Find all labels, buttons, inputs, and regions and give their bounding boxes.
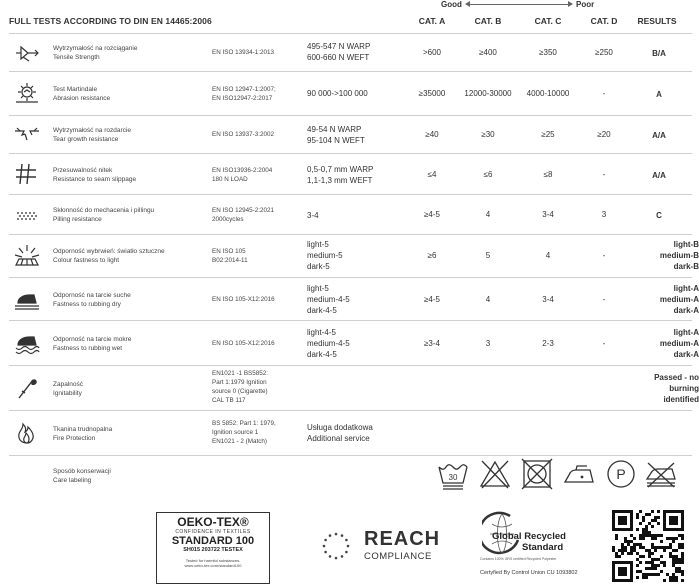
grs-cert: Certyfied By Control Union CU 1093802 — [480, 570, 578, 576]
row-name-en: Fastness to rubbing dry — [53, 301, 121, 308]
cell-cat-b: 4 — [485, 295, 491, 304]
cell-cat-a: ≥4-5 — [424, 295, 440, 304]
cell-cat-b: 3 — [485, 339, 491, 348]
col-cat-c: CAT. C — [534, 16, 562, 26]
cell-cat-d: - — [602, 89, 606, 98]
oeko-code: SH015 203722 TESTEX — [183, 547, 243, 553]
grs-small: Contains 100% GRS certified Recycled Polyester — [480, 557, 557, 561]
row-standard: EN ISO 13934-1:2013 — [212, 49, 274, 56]
cell-cat-a: >600 — [422, 48, 442, 57]
tensile-strength-icon — [13, 41, 41, 65]
row-name-pl: Tkanina trudnopalna — [53, 426, 113, 433]
row-result: dark-B — [673, 262, 699, 271]
row-standard: CAL TB 117 — [212, 397, 246, 404]
qr-code[interactable] — [612, 510, 684, 582]
row-value: 49-54 N WARP — [307, 125, 362, 134]
row-name-pl: Odporność wybrwień: światło sztuczne — [53, 248, 165, 255]
row-value: Usługa dodatkowa — [307, 423, 373, 432]
col-cat-b: CAT. B — [474, 16, 502, 26]
row-value: 0,5-0,7 mm WARP — [307, 165, 374, 174]
cell-cat-c: 3-4 — [542, 210, 554, 219]
table-row — [9, 194, 692, 235]
fire-protection-icon — [13, 421, 41, 445]
reach-sub: COMPLIANCE — [364, 551, 432, 562]
oeko-sub: CONFIDENCE IN TEXTILES — [175, 529, 251, 535]
col-cat-a: CAT. A — [418, 16, 446, 26]
row-name-pl: Zapalność — [53, 381, 83, 388]
row-result: light-A — [673, 328, 699, 337]
row-standard: EN ISO 105-X12:2016 — [212, 340, 275, 347]
grs-logo — [478, 510, 596, 586]
row-result: light-B — [673, 240, 699, 249]
row-standard: source 0 (Cigarette) — [212, 388, 268, 395]
cell-cat-c: 3-4 — [542, 295, 554, 304]
row-result: Passed - no — [654, 373, 699, 382]
rubbing-wet-icon — [13, 331, 41, 355]
cell-cat-a: ≥40 — [425, 130, 439, 139]
care-label-pl: Sposób konserwacji — [53, 468, 111, 475]
light-fastness-icon — [13, 243, 41, 267]
cell-cat-d: ≥20 — [597, 130, 611, 139]
row-name-en: Tensile Strength — [53, 54, 100, 61]
cell-cat-c: 2-3 — [542, 339, 554, 348]
cell-cat-d: - — [602, 251, 606, 260]
table-row — [9, 234, 699, 278]
cell-cat-b: ≥400 — [479, 48, 497, 57]
row-name-en: Pilling resistance — [53, 216, 102, 223]
table-row — [9, 115, 692, 154]
table-row — [9, 277, 699, 321]
cell-cat-a: ≥35000 — [418, 89, 446, 98]
cell-cat-c: 4000-10000 — [526, 89, 570, 98]
row-name-pl: Skłonność do mechacenia i pillingu — [53, 207, 155, 214]
table-row — [9, 320, 699, 366]
row-result: dark-A — [673, 306, 699, 315]
row-result: medium-A — [659, 339, 699, 348]
oeko-tex-logo — [156, 512, 270, 584]
seam-slippage-icon — [13, 162, 41, 186]
row-standard: EN ISO13936-2:2004 — [212, 167, 273, 174]
no-tumble-dry-icon — [520, 457, 554, 491]
col-results: RESULTS — [637, 16, 677, 26]
pilling-icon — [13, 203, 41, 227]
cell-cat-a: ≥3-4 — [424, 339, 440, 348]
row-name-en: Fire Protection — [53, 435, 96, 442]
row-standard: EN ISO 12947-1:2007; — [212, 86, 276, 93]
table-row — [9, 410, 692, 456]
row-standard: EN ISO 13937-3:2002 — [212, 131, 274, 138]
ignitability-icon — [13, 376, 41, 400]
row-standard: 180 N LOAD — [212, 176, 248, 183]
row-result: light-A — [673, 284, 699, 293]
row-value: 95-104 N WEFT — [307, 136, 365, 145]
row-value: 90 000->100 000 — [307, 89, 368, 98]
cell-cat-a: ≤4 — [427, 170, 437, 179]
row-standard: EN1021 -1 BS5852: — [212, 370, 269, 377]
rubbing-dry-icon — [13, 287, 41, 311]
row-name-en: Abrasion resistance — [53, 95, 111, 102]
svg-text:30: 30 — [448, 473, 458, 482]
row-result: A/A — [652, 131, 666, 140]
col-cat-d: CAT. D — [590, 16, 618, 26]
row-result: A/A — [652, 171, 666, 180]
row-value: 3-4 — [307, 211, 319, 220]
no-wet-clean-icon — [644, 457, 678, 491]
row-name-en: Tear growth resistance — [53, 136, 119, 143]
cell-cat-d: 3 — [601, 210, 607, 219]
dry-clean-p-icon — [604, 457, 638, 491]
row-result: burning — [669, 384, 699, 393]
row-standard: B02:2014-11 — [212, 257, 248, 264]
care-label-en: Care labeling — [53, 477, 92, 484]
row-name-pl: Test Martindale — [53, 86, 98, 93]
row-standard: BS 5852: Part 1: 1979, — [212, 420, 276, 427]
wash-30-gentle-icon — [436, 457, 470, 491]
row-result: identified — [663, 395, 699, 404]
row-value: dark-5 — [307, 262, 330, 271]
row-value: dark-4-5 — [307, 350, 337, 359]
row-value: 600-660 N WEFT — [307, 53, 370, 62]
row-standard: Ignition source 1 — [212, 429, 259, 436]
reach-title: REACH — [364, 528, 441, 550]
row-value: medium-5 — [307, 251, 343, 260]
row-name-en: Fastness to rubbing wet — [53, 345, 123, 352]
row-value: light-5 — [307, 240, 329, 249]
row-standard: EN ISO 105-X12:2016 — [212, 296, 275, 303]
grs-title-1: Global Recycled — [492, 531, 566, 542]
cell-cat-a: ≥6 — [427, 251, 437, 260]
row-result: A — [656, 90, 662, 99]
row-value: 1,1-1,3 mm WEFT — [307, 176, 373, 185]
cell-cat-b: ≥30 — [481, 130, 495, 139]
row-standard: Part 1:1979 Ignition — [212, 379, 267, 386]
iron-low-icon — [562, 457, 596, 491]
row-name-en: Colour fastness to light — [53, 257, 120, 264]
cell-cat-c: ≤8 — [543, 170, 553, 179]
cell-cat-c: ≥350 — [539, 48, 557, 57]
table-row — [9, 153, 692, 195]
cell-cat-d: - — [602, 170, 606, 179]
row-standard: EN1021 - 2 (Match) — [212, 438, 267, 445]
tear-growth-icon — [13, 123, 41, 147]
row-name-en: Ignitability — [53, 390, 82, 397]
row-value: light-4-5 — [307, 328, 336, 337]
cell-cat-a: ≥4-5 — [424, 210, 440, 219]
cell-cat-c: ≥25 — [541, 130, 555, 139]
cell-cat-b: 4 — [485, 210, 491, 219]
cell-cat-d: - — [602, 339, 606, 348]
grs-title-2: Standard — [522, 542, 564, 553]
row-name-pl: Przesuwalność nitek — [53, 167, 113, 174]
cell-cat-d: - — [602, 295, 606, 304]
row-value: dark-4-5 — [307, 306, 337, 315]
row-standard: EN ISO12947-2:2017 — [212, 95, 273, 102]
row-result: B/A — [652, 49, 666, 58]
row-value: Additional service — [307, 434, 370, 443]
table-row — [9, 33, 692, 72]
row-value: medium-4-5 — [307, 339, 350, 348]
scale-poor-label: Poor — [576, 0, 595, 9]
cell-cat-d: ≥250 — [595, 48, 613, 57]
table-row — [9, 365, 699, 411]
table-row — [9, 71, 692, 116]
reach-logo — [320, 526, 460, 566]
oeko-standard: STANDARD 100 — [171, 535, 255, 547]
oeko-small-2: www.oeko-tex.com/standard100 — [184, 563, 242, 568]
row-standard: EN ISO 12945-2:2021 — [212, 207, 274, 214]
martindale-abrasion-icon — [13, 81, 41, 105]
row-standard: 2000cycles — [212, 216, 244, 223]
row-result: dark-A — [673, 350, 699, 359]
row-name-pl: Odporność na tarcie suche — [53, 292, 131, 299]
row-name-en: Resistance to seam slippage — [53, 176, 137, 183]
cell-cat-c: 4 — [545, 251, 551, 260]
row-value: medium-4-5 — [307, 295, 350, 304]
row-result: medium-A — [659, 295, 699, 304]
row-result: C — [656, 211, 662, 220]
row-name-pl: Odporność na tarcie mokre — [53, 336, 132, 343]
row-standard: EN ISO 105 — [212, 248, 246, 255]
oeko-small-1: Tested for harmful substances. — [185, 558, 241, 563]
table-title: FULL TESTS ACCORDING TO DIN EN 14465:2006 — [9, 16, 212, 26]
cell-cat-b: 5 — [485, 251, 491, 260]
oeko-title: OEKO-TEX® — [177, 515, 249, 529]
no-bleach-icon — [478, 457, 512, 491]
eu-stars-icon — [320, 530, 352, 562]
scale-good-label: Good — [441, 0, 462, 9]
row-result: medium-B — [659, 251, 699, 260]
row-value: light-5 — [307, 284, 329, 293]
row-name-pl: Wytrzymałość na rozdarcie — [53, 127, 131, 134]
cell-cat-b: 12000-30000 — [464, 89, 512, 98]
scale-arrow — [466, 4, 572, 5]
svg-text:P: P — [616, 466, 626, 482]
cell-cat-b: ≤6 — [483, 170, 493, 179]
row-name-pl: Wytrzymałość na rozciąganie — [53, 45, 138, 52]
row-value: 495-547 N WARP — [307, 42, 371, 51]
